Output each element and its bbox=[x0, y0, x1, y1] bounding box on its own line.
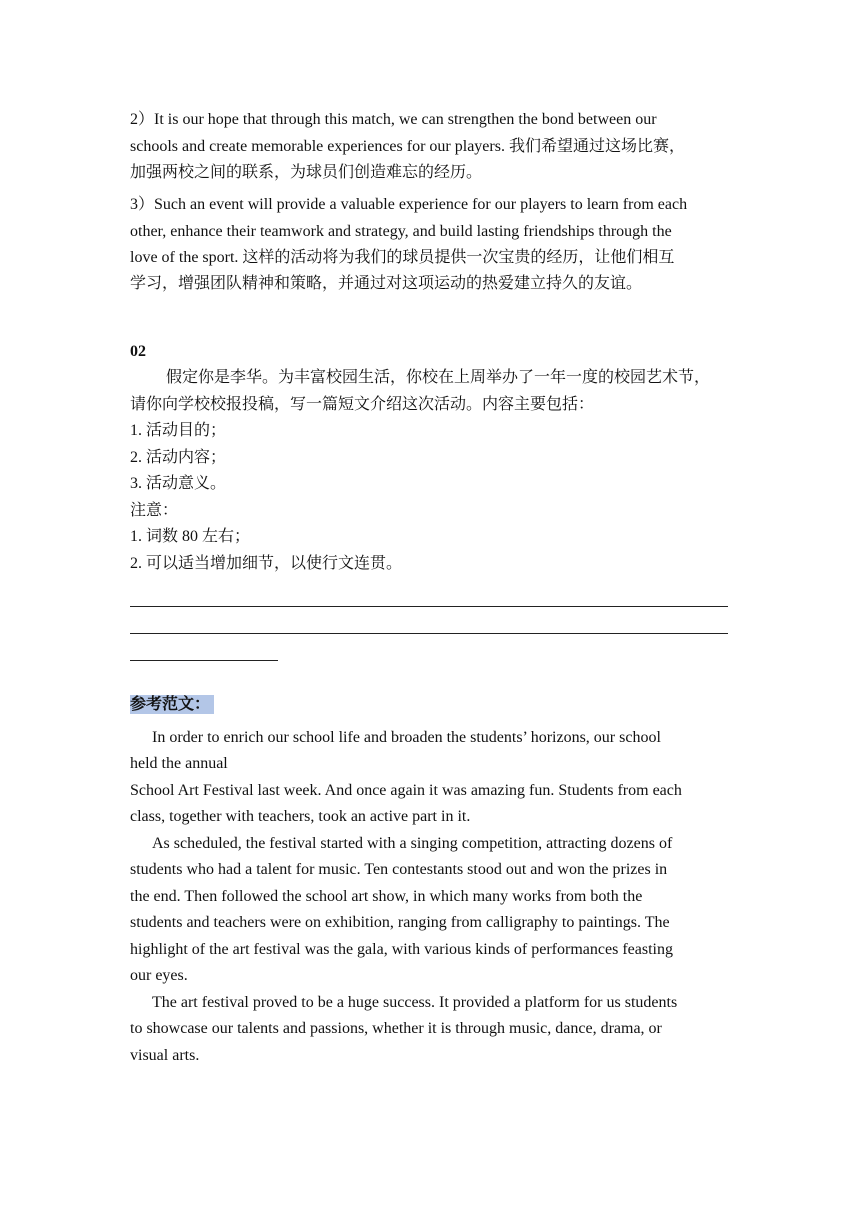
sample-heading-text: 参考范文： bbox=[130, 695, 214, 714]
point-3: 3. 活动意义。 bbox=[130, 475, 227, 492]
sample-line-4: class, together with teachers, took an active part in it. bbox=[130, 808, 471, 825]
sample-line-12: to showcase our talents and passions, whether it is through music, dance, drama, or bbox=[130, 1020, 662, 1037]
section-number: 02 bbox=[130, 343, 146, 360]
sample-line-3: School Art Festival last week. And once again it was amazing fun. Students from each bbox=[130, 782, 682, 799]
item3-line-3: love of the sport. 这样的活动将为我们的球员提供一次宝贵的经历，让他们相互 bbox=[130, 249, 675, 266]
sample-line-7: the end. Then followed the school art show, in which many works from both the bbox=[130, 888, 643, 905]
item3-line-1: 3）Such an event will provide a valuable experience for our players to learn from each bbox=[130, 196, 688, 213]
note-2: 2. 可以适当增加细节，以使行文连贯。 bbox=[130, 555, 403, 572]
sample-line-5: As scheduled, the festival started with a singing competition, attracting dozens of bbox=[152, 835, 673, 852]
note-1: 1. 词数 80 左右； bbox=[130, 528, 251, 545]
writing-line-3 bbox=[130, 660, 278, 661]
sample-line-8: students and teachers were on exhibition, ranging from calligraphy to paintings. The bbox=[130, 914, 670, 931]
writing-line-1 bbox=[130, 606, 728, 607]
item2-line-1: 2）It is our hope that through this match, we can strengthen the bond between our bbox=[130, 111, 657, 128]
writing-line-2 bbox=[130, 633, 728, 634]
sample-line-13: visual arts. bbox=[130, 1047, 200, 1064]
sample-line-10: our eyes. bbox=[130, 967, 188, 984]
sample-line-1: In order to enrich our school life and broaden the students’ horizons, our school bbox=[152, 729, 661, 746]
item3-line-4: 学习，增强团队精神和策略，并通过对这项运动的热爱建立持久的友谊。 bbox=[130, 275, 643, 292]
item2-line-3: 加强两校之间的联系，为球员们创造难忘的经历。 bbox=[130, 164, 483, 181]
item2-line-2: schools and create memorable experiences for our players. 我们希望通过这场比赛， bbox=[130, 138, 685, 155]
item3-line-2: other, enhance their teamwork and strategy, and build lasting friendships through the bbox=[130, 223, 672, 240]
sample-line-6: students who had a talent for music. Ten contestants stood out and won the prizes in bbox=[130, 861, 668, 878]
sample-line-9: highlight of the art festival was the gala, with various kinds of performances feasting bbox=[130, 941, 673, 958]
sample-line-11: The art festival proved to be a huge success. It provided a platform for us students bbox=[152, 994, 678, 1011]
sample-heading bbox=[130, 695, 214, 715]
point-1: 1. 活动目的； bbox=[130, 422, 227, 439]
prompt-line-1: 假定你是李华。为丰富校园生活，你校在上周举办了一年一度的校园艺术节， bbox=[166, 369, 711, 386]
point-2: 2. 活动内容； bbox=[130, 449, 227, 466]
note-title: 注意： bbox=[130, 502, 179, 519]
sample-line-2: held the annual bbox=[130, 755, 228, 772]
prompt-line-2: 请你向学校校报投稿，写一篇短文介绍这次活动。内容主要包括： bbox=[130, 396, 595, 413]
